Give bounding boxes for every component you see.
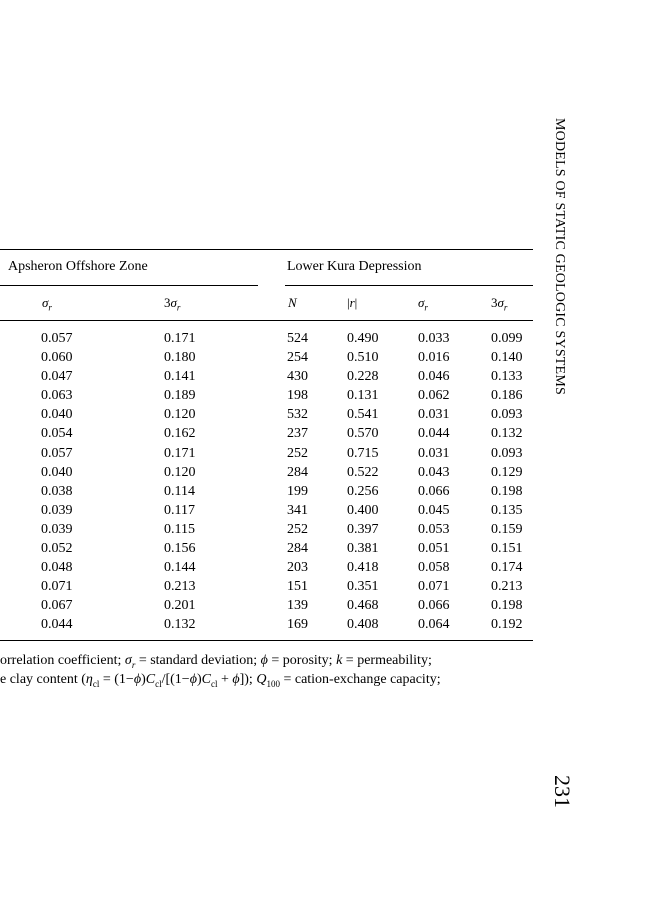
table-cell: 0.031 [418,445,450,461]
table-cell: 0.132 [491,426,523,442]
table-cell: 0.115 [164,521,195,537]
table-cell: 0.213 [164,579,196,595]
table-row [0,386,535,405]
header-bottom-rule [0,320,533,321]
col-header-3sigma-left: $3\sigma_r$ [164,295,181,313]
table-cell: 0.198 [491,598,523,614]
table-cell: 0.510 [347,350,379,366]
table-row [0,405,535,424]
table-cell: 0.151 [491,541,523,557]
table-cell: 0.046 [418,369,450,385]
table-cell: 284 [287,541,308,557]
table-cell: 0.066 [418,598,450,614]
table-cell: 254 [287,350,308,366]
page-number: 231 [550,775,575,808]
table-cell: 0.144 [164,560,196,576]
table-row [0,520,535,539]
group-header-lower-kura: Lower Kura Depression [287,259,422,274]
table-row [0,424,535,443]
table-row [0,596,535,615]
table-cell: 0.053 [418,521,450,537]
running-head: MODELS OF STATIC GEOLOGIC SYSTEMS [552,118,567,395]
table-cell: 284 [287,464,308,480]
table-cell: 0.093 [491,445,523,461]
table-cell: 0.198 [491,483,523,499]
table-cell: 0.180 [164,350,196,366]
group-right-underline [285,285,533,286]
table-cell: 0.228 [347,369,379,385]
table-cell: 0.133 [491,369,523,385]
table-cell: 0.045 [418,502,450,518]
table-cell: 0.031 [418,407,450,423]
table-cell: 0.141 [164,369,196,385]
table-cell: 0.522 [347,464,379,480]
table-cell: 532 [287,407,308,423]
table-cell: 0.408 [347,617,379,633]
table-cell: 0.039 [41,521,73,537]
table-cell: 0.120 [164,464,196,480]
table-cell: 0.131 [347,388,379,404]
table-cell: 151 [287,579,308,595]
table-cell: 0.051 [418,541,450,557]
table-row [0,501,535,520]
table-cell: 0.570 [347,426,379,442]
table-cell: 0.418 [347,560,379,576]
table-cell: 139 [287,598,308,614]
table-cell: 0.186 [491,388,523,404]
group-left-underline [0,285,258,286]
table-cell: 0.468 [347,598,379,614]
table-row [0,444,535,463]
table-cell: 0.490 [347,331,379,346]
col-header-3sigma-right: $3\sigma_r$ [491,295,508,313]
table-cell: 430 [287,369,308,385]
table-cell: 0.099 [491,331,523,346]
table-cell: 0.140 [491,350,523,366]
table-row [0,329,535,348]
table-cell: 0.156 [164,541,196,557]
col-header-n: N [288,295,297,310]
table-cell: 0.054 [41,426,73,442]
table-cell: 0.052 [41,541,73,557]
table-cell: 0.044 [418,426,450,442]
table-cell: 0.171 [164,331,196,346]
table-cell: 0.040 [41,407,73,423]
table-cell: 198 [287,388,308,404]
col-header-sigma-right: $\sigma_r$ [418,295,428,313]
table-bottom-rule [0,640,533,641]
table-cell: 0.057 [41,331,73,346]
table-row [0,577,535,596]
table-row [0,482,535,501]
table-cell: 341 [287,502,308,518]
table-row [0,348,535,367]
table-cell: 0.057 [41,445,73,461]
table-cell: 0.033 [418,331,450,346]
table-cell: 0.067 [41,598,73,614]
table-cell: 0.715 [347,445,379,461]
group-header-apsheron: Apsheron Offshore Zone [8,259,148,274]
table-cell: 0.120 [164,407,196,423]
table-cell: 0.351 [347,579,379,595]
table-cell: 524 [287,331,308,346]
table-cell: 169 [287,617,308,633]
table-cell: 0.397 [347,521,379,537]
table-row [0,539,535,558]
table-row [0,463,535,482]
table-cell: 0.066 [418,483,450,499]
table-row [0,367,535,386]
table-cell: 0.044 [41,617,73,633]
table-cell: 0.129 [491,464,523,480]
table-row [0,558,535,577]
table-cell: 0.171 [164,445,196,461]
table-cell: 0.093 [491,407,523,423]
table-cell: 0.192 [491,617,523,633]
table-cell: 0.400 [347,502,379,518]
table-cell: 0.063 [41,388,73,404]
table-cell: 0.201 [164,598,196,614]
table-cell: 0.135 [491,502,523,518]
table-cell: 0.060 [41,350,73,366]
table-cell: 0.071 [41,579,73,595]
table-cell: 0.038 [41,483,73,499]
table-cell: 252 [287,521,308,537]
table-cell: 0.159 [491,521,523,537]
table-cell: 0.114 [164,483,195,499]
table-cell: 0.256 [347,483,379,499]
table-cell: 252 [287,445,308,461]
table-cell: 237 [287,426,308,442]
table-cell: 0.062 [418,388,450,404]
table-cell: 0.381 [347,541,379,557]
table-cell: 0.117 [164,502,195,518]
table-cell: 0.213 [491,579,523,595]
table-cell: 0.047 [41,369,73,385]
table-cell: 0.162 [164,426,196,442]
table-row [0,615,535,634]
table-cell: 0.071 [418,579,450,595]
footnote-line-1: orrelation coefficient; $\sigma_r$ = standard deviation; ϕ = porosity; k = permeability; [0,653,432,670]
table-cell: 0.048 [41,560,73,576]
col-header-sigma-left: $\sigma_r$ [42,295,52,313]
table-cell: 0.043 [418,464,450,480]
col-header-abs-r: |r| [347,295,358,310]
table-cell: 0.132 [164,617,196,633]
table-cell: 0.189 [164,388,196,404]
table-cell: 0.541 [347,407,379,423]
table-cell: 0.058 [418,560,450,576]
table-cell: 0.174 [491,560,523,576]
table-body [0,329,535,635]
table-cell: 0.016 [418,350,450,366]
table-top-rule [0,249,533,250]
footnote-line-2: e clay content $(\eta_{cl} = (1-\phi)C_{cl}/[(1-\phi)C_{cl} + \phi])$; $Q_{100}$ = cation-exchange capacity; [0,672,441,689]
table-cell: 203 [287,560,308,576]
table-cell: 199 [287,483,308,499]
table-cell: 0.040 [41,464,73,480]
table-cell: 0.039 [41,502,73,518]
table-cell: 0.064 [418,617,450,633]
